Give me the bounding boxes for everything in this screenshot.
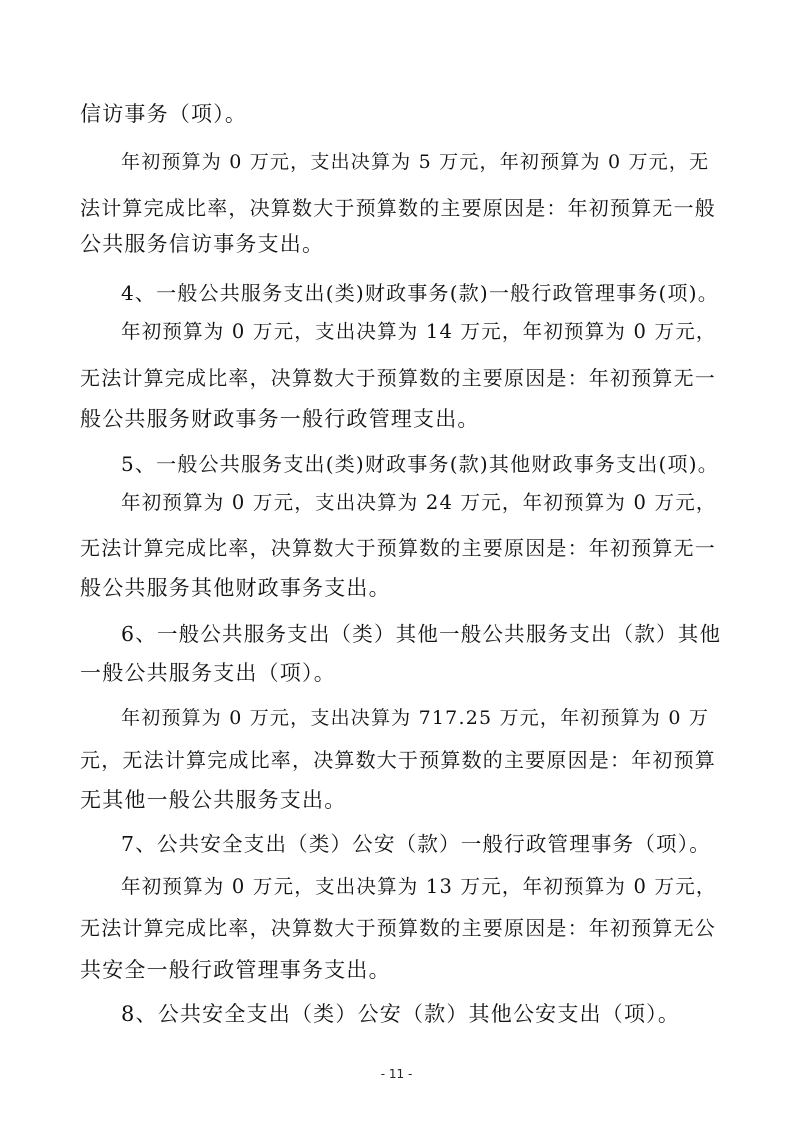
text-line: 年初预算为 0 万元，支出决算为 14 万元，年初预算为 0 万元， <box>121 320 717 343</box>
text-line: 无其他一般公共服务支出。 <box>80 788 347 812</box>
text-line: 信访事务（项）。 <box>80 102 248 126</box>
text-line: 无法计算完成比率，决算数大于预算数的主要原因是：年初预算无公 <box>80 916 716 940</box>
text-line: 年初预算为 0 万元，支出决算为 13 万元，年初预算为 0 万元， <box>121 875 717 898</box>
section-heading: 5、一般公共服务支出(类)财政事务(款)其他财政事务支出(项)。 <box>121 452 719 476</box>
text-line: 般公共服务其他财政事务支出。 <box>80 576 391 600</box>
text-line: 年初预算为 0 万元，支出决算为 717.25 万元，年初预算为 0 万 <box>121 707 710 729</box>
text-line: 公共服务信访事务支出。 <box>80 232 325 256</box>
section-heading: 8、公共安全支出（类）公安（款）其他公安支出（项）。 <box>121 1002 681 1026</box>
section-heading: 6、一般公共服务支出（类）其他一般公共服务支出（款）其他 <box>121 622 722 646</box>
text-line: 法计算完成比率，决算数大于预算数的主要原因是：年初预算无一般 <box>80 196 716 220</box>
text-line: 无法计算完成比率，决算数大于预算数的主要原因是：年初预算无一 <box>80 366 716 390</box>
text-line: 无法计算完成比率，决算数大于预算数的主要原因是：年初预算无一 <box>80 536 716 560</box>
text-line: 元，无法计算完成比率，决算数大于预算数的主要原因是：年初预算 <box>80 748 716 772</box>
section-heading: 一般公共服务支出（项）。 <box>80 661 336 685</box>
text-line: 年初预算为 0 万元，支出决算为 5 万元，年初预算为 0 万元，无 <box>121 151 710 173</box>
text-line: 般公共服务财政事务一般行政管理支出。 <box>80 407 480 431</box>
text-line: 共安全一般行政管理事务支出。 <box>80 958 391 982</box>
section-heading: 4、一般公共服务支出(类)财政事务(款)一般行政管理事务(项)。 <box>121 281 719 305</box>
text-line: 年初预算为 0 万元，支出决算为 24 万元，年初预算为 0 万元， <box>121 491 717 514</box>
section-heading: 7、公共安全支出（类）公安（款）一般行政管理事务（项）。 <box>121 832 711 856</box>
page-number: - 11 - <box>380 1067 413 1081</box>
